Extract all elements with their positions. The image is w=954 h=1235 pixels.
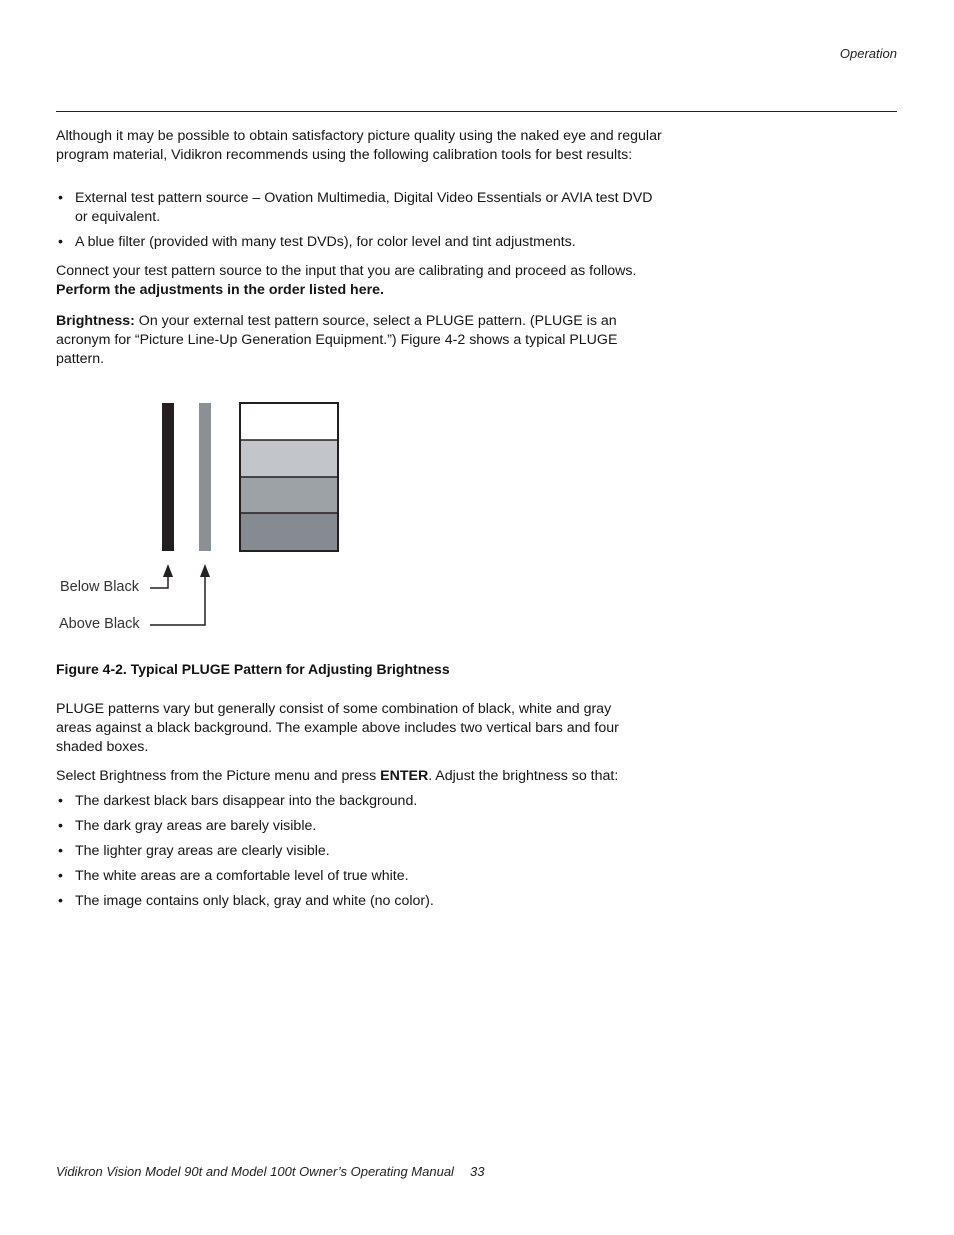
header-rule	[56, 111, 897, 112]
page-number: 33	[470, 1164, 485, 1179]
list-item: • The dark gray areas are barely visible.	[56, 817, 656, 836]
above-black-arrowhead	[200, 564, 210, 577]
select-text: Select Brightness from the Picture menu and press	[56, 768, 381, 784]
enter-key: ENTER	[380, 768, 429, 784]
below-black-label: Below Black	[60, 579, 139, 595]
select-text-after: . Adjust the brightness so that:	[428, 768, 619, 784]
brightness-text: On your external test pattern source, select a PLUGE pattern. (PLUGE is an acronym for “Picture Line-Up Generation Equipment.”) Figure 4-2 shows a typical PLUGE pattern.	[56, 313, 618, 367]
pluge-description: PLUGE patterns vary but generally consist of some combination of black, white and gray areas against a black background. The example above includes two vertical bars and four shaded boxes.	[56, 701, 619, 755]
figure-caption: Figure 4-2. Typical PLUGE Pattern for Adjusting Brightness	[56, 661, 450, 677]
select-paragraph	[56, 767, 666, 786]
list-item: • The image contains only black, gray and white (no color).	[56, 892, 656, 911]
above-black-bar	[199, 403, 211, 551]
pluge-pattern-figure	[0, 390, 380, 640]
list-item: • The darkest black bars disappear into the background.	[56, 792, 656, 811]
above-black-leader-line	[150, 574, 205, 625]
below-black-arrowhead	[163, 564, 173, 577]
connect-paragraph	[56, 262, 666, 300]
above-black-label: Above Black	[59, 616, 140, 632]
tools-list	[56, 189, 656, 258]
brightness-paragraph	[56, 312, 646, 369]
list-item: • The white areas are a comfortable level of true white.	[56, 867, 656, 886]
medium-gray-box	[240, 477, 338, 513]
connect-emphasis: Perform the adjustments in the order listed here.	[56, 282, 384, 298]
list-item: • The lighter gray areas are clearly visible.	[56, 842, 656, 861]
intro-paragraph: Although it may be possible to obtain satisfactory picture quality using the naked eye and regular program material, Vidikron recommends using the following calibration tools for best results:	[56, 128, 662, 163]
list-item: • A blue filter (provided with many test DVDs), for color level and tint adjustments.	[56, 233, 656, 252]
connect-text: Connect your test pattern source to the input that you are calibrating and proceed as follows.	[56, 263, 637, 279]
dark-gray-box	[240, 513, 338, 551]
brightness-label: Brightness:	[56, 313, 135, 329]
header-section-title: Operation	[839, 46, 897, 61]
footer-manual-title: Vidikron Vision Model 90t and Model 100t Owner’s Operating Manual	[56, 1164, 454, 1179]
white-box	[240, 403, 338, 440]
light-gray-box	[240, 440, 338, 477]
list-item: • External test pattern source – Ovation Multimedia, Digital Video Essentials or AVIA test DVD or equivalent.	[56, 189, 656, 227]
below-black-bar	[162, 403, 174, 551]
conditions-list	[56, 792, 656, 917]
